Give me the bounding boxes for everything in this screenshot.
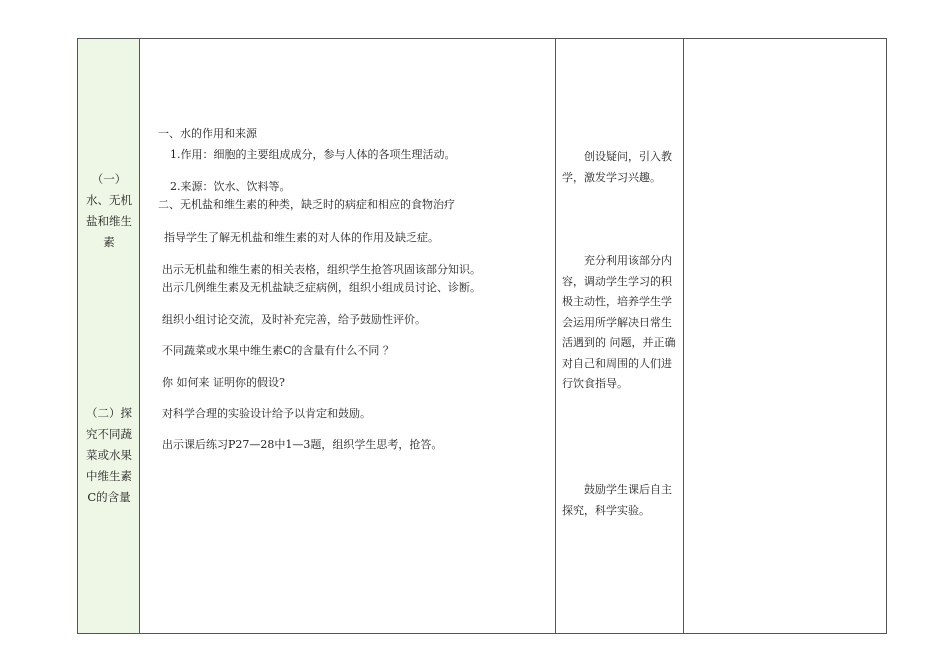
note-2: 充分利用该部分内容，调动学生学习的积极主动性，培养学生学会运用所学解决日常生活遇到的 问题，并正确对自己和周围的人们进行饮食指导。 [562,254,676,390]
content-line: 指导学生了解无机盐和维生素的对人体的作用及缺乏症。 [164,231,439,244]
section-2-title: （二）探究不同蔬菜或水果中维生素C的含量 [86,406,132,504]
content-line: 1.作用：细胞的主要组成成分，参与人体的各项生理活动。 [170,148,456,161]
section-1-title: （一）水、无机盐和维生素 [86,172,132,249]
content-line: 2.来源：饮水、饮料等。 [170,180,291,193]
content-line: 出示课后练习P27—28中1—3题，组织学生思考，抢答。 [162,438,443,451]
content-line: 你 如何来 证明你的假设? [162,376,285,389]
note-1: 创设疑问，引入教学，激发学习兴趣。 [562,150,672,184]
note-3: 鼓励学生课后自主探究，科学实验。 [562,483,672,517]
content-line: 出示几例维生素及无机盐缺乏症病例，组织小组成员讨论、诊断。 [162,281,481,294]
lesson-table [77,38,887,634]
content-line: 组织小组讨论交流，及时补充完善，给予鼓励性评价。 [162,313,426,326]
section-column [78,39,140,633]
teacher-activity-column [140,39,556,633]
content-line: 出示无机盐和维生素的相关表格，组织学生抢答巩固该部分知识。 [162,263,481,276]
content-line: 对科学合理的实验设计给予以肯定和鼓励。 [162,407,371,420]
content-line: 二、无机盐和维生素的种类，缺乏时的病症和相应的食物治疗 [158,198,455,211]
content-line: 不同蔬菜或水果中维生素C的含量有什么不同 ？ [162,344,394,357]
content-line: 一、水的作用和来源 [158,127,257,140]
design-intent-column [556,39,684,633]
blank-column [684,39,886,633]
